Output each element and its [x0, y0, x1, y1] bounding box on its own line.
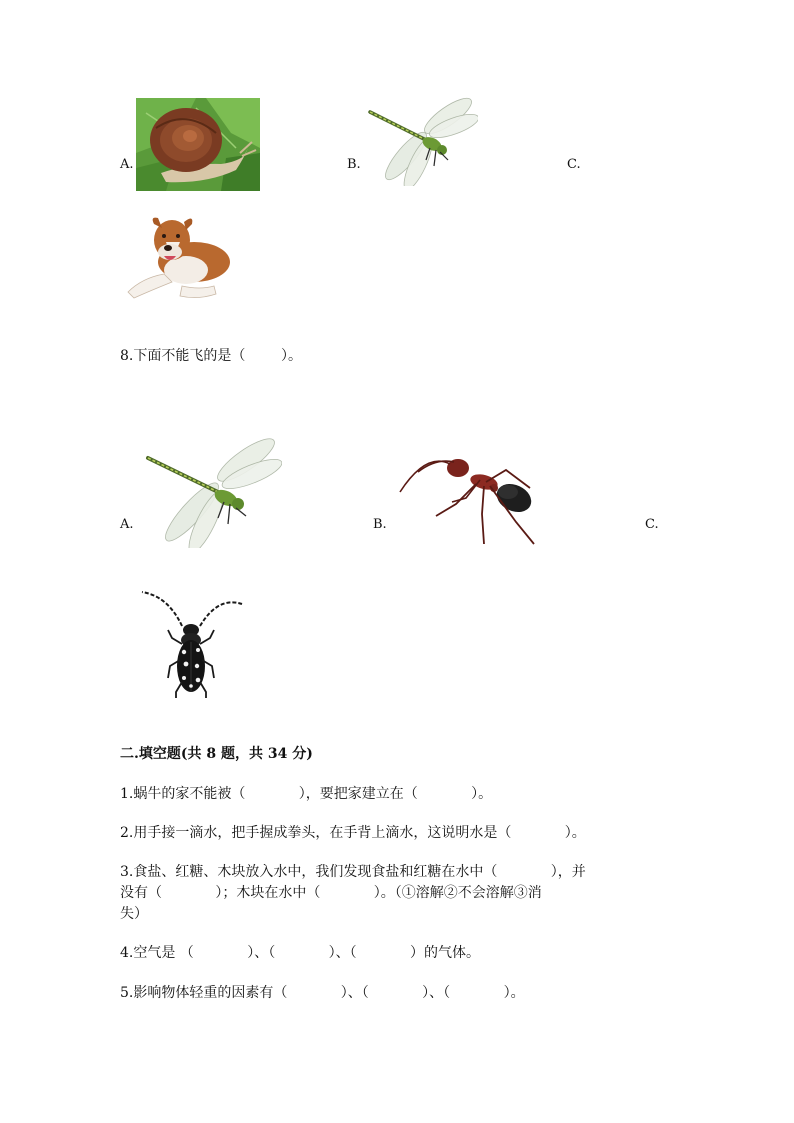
fill-question-4: 4.空气是 （ ）、（ ）、（ ）的气体。: [120, 945, 481, 961]
dog-photo-icon: [122, 212, 234, 304]
ant-photo-icon: [396, 452, 548, 546]
fill-question-3-line-3: 失）: [120, 906, 148, 922]
snail-photo-icon: [136, 98, 260, 191]
dragonfly-photo-icon: [366, 94, 478, 186]
beetle-photo-icon: [138, 586, 246, 700]
fill-question-2: 2.用手接一滴水，把手握成拳头，在手背上滴水，这说明水是（ ）。: [120, 825, 586, 841]
q8-option-a-label: A.: [120, 517, 134, 532]
q8-option-b-label: B.: [373, 517, 387, 532]
fill-question-3-line-2: 没有（ ）；木块在水中（ ）。（①溶解②不会溶解③消: [120, 885, 542, 901]
section-title: 二.填空题(共 8 题，共 34 分): [120, 746, 313, 762]
fill-question-1: 1.蜗牛的家不能被（ ），要把家建立在（ ）。: [120, 786, 493, 802]
q7-option-c-label: C.: [567, 157, 581, 172]
q8-question: 8.下面不能飞的是（ ）。: [120, 348, 302, 364]
q7-option-a-label: A.: [120, 157, 134, 172]
q7-option-b-label: B.: [347, 157, 361, 172]
q8-option-c-label: C.: [645, 517, 659, 532]
fill-question-3-line-1: 3.食盐、红糖、木块放入水中，我们发现食盐和红糖在水中（ ），并: [120, 864, 586, 880]
fill-question-5: 5.影响物体轻重的因素有（ ）、（ ）、（ ）。: [120, 985, 525, 1001]
dragonfly-photo-icon: [142, 436, 282, 548]
